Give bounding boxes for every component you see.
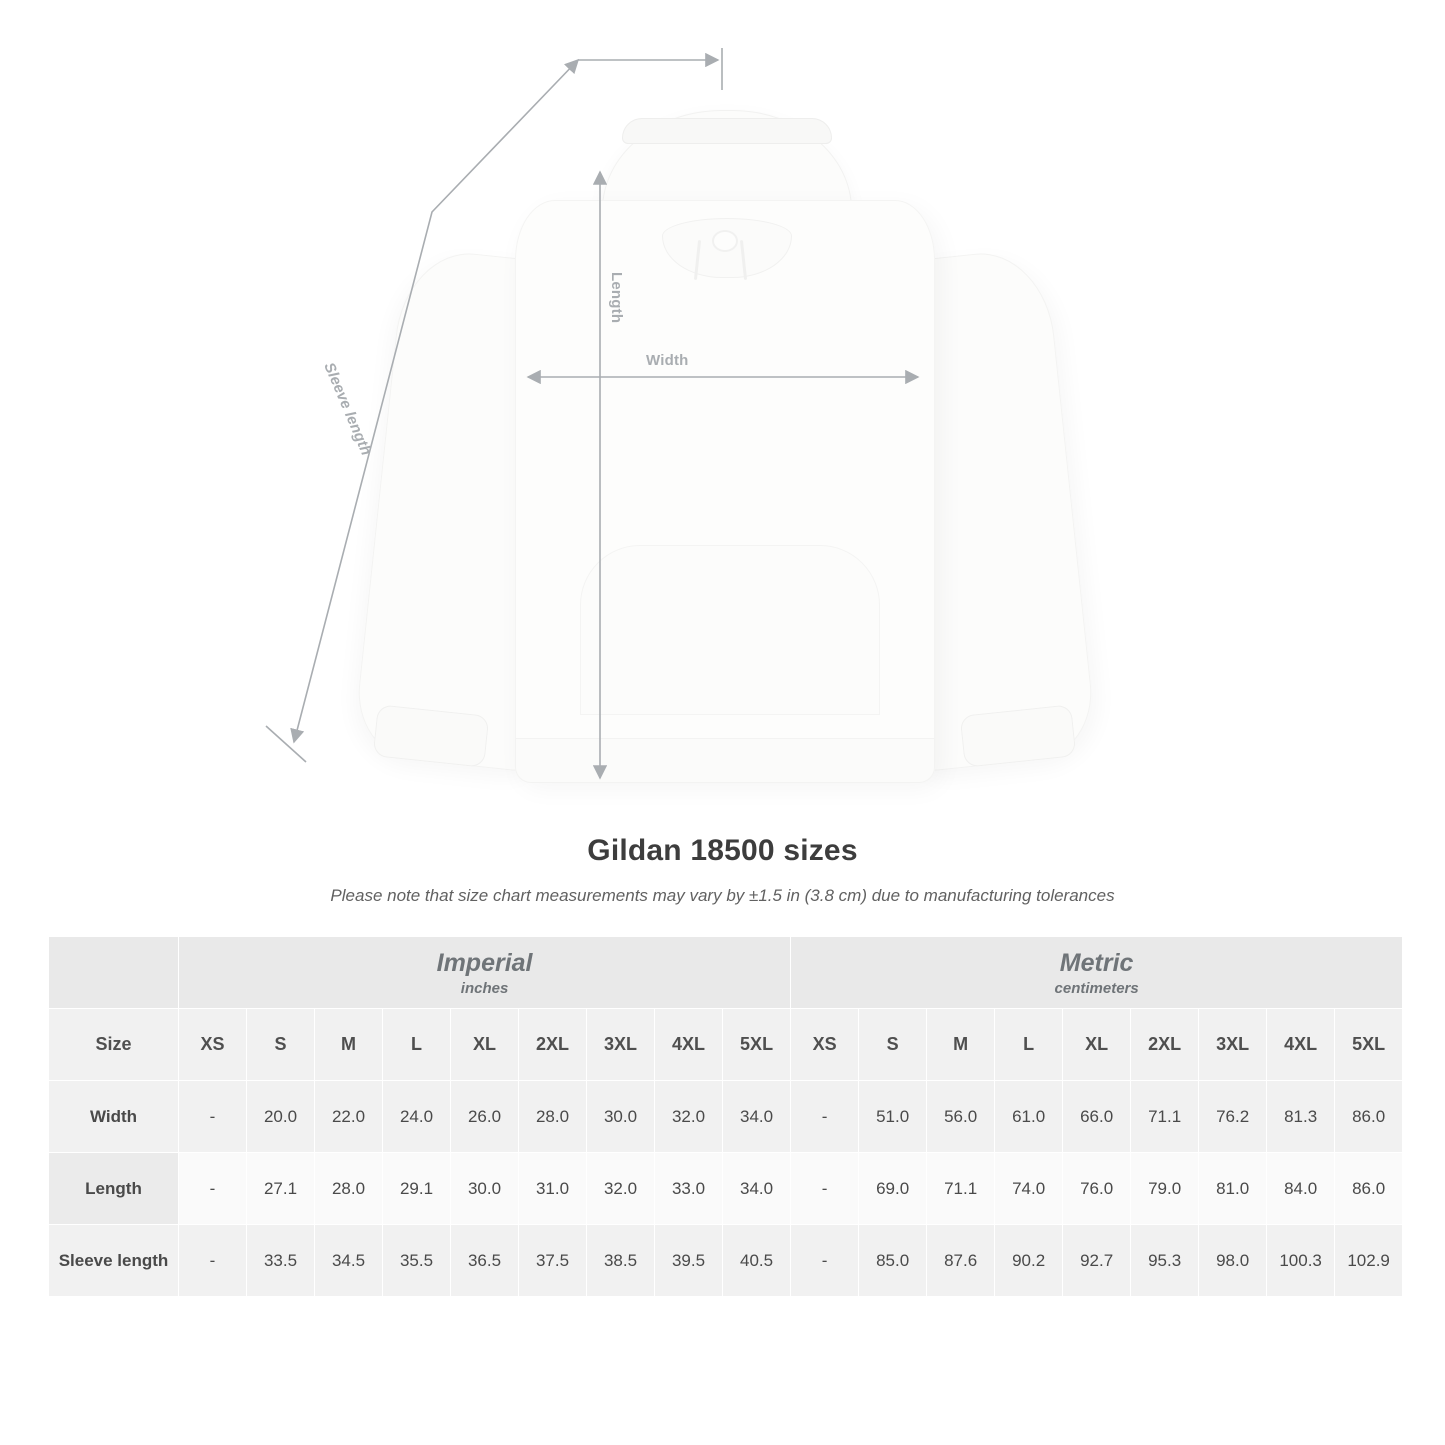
row-header-length: Length [49, 1153, 179, 1225]
length-imperial-l: 29.1 [383, 1153, 451, 1225]
sleeve-metric-5xl: 102.9 [1335, 1225, 1403, 1297]
sleeve-metric-3xl: 98.0 [1199, 1225, 1267, 1297]
sleeve-length-label: Sleeve length [320, 360, 375, 459]
table-row [49, 1153, 1403, 1225]
width-imperial-xl: 26.0 [451, 1081, 519, 1153]
length-metric-xs: - [791, 1153, 859, 1225]
table-row [49, 1225, 1403, 1297]
sleeve-metric-m: 87.6 [927, 1225, 995, 1297]
size-header-imperial-l: L [383, 1009, 451, 1081]
length-imperial-xl: 30.0 [451, 1153, 519, 1225]
sleeve-imperial-2xl: 37.5 [519, 1225, 587, 1297]
width-metric-5xl: 86.0 [1335, 1081, 1403, 1153]
width-metric-2xl: 71.1 [1131, 1081, 1199, 1153]
unit-sub-metric: centimeters [1054, 979, 1139, 997]
size-header-imperial-s: S [247, 1009, 315, 1081]
size-header-imperial-3xl: 3XL [587, 1009, 655, 1081]
length-metric-3xl: 81.0 [1199, 1153, 1267, 1225]
size-header-metric-4xl: 4XL [1267, 1009, 1335, 1081]
size-header-imperial-xs: XS [179, 1009, 247, 1081]
sleeve-metric-xl: 92.7 [1063, 1225, 1131, 1297]
size-chart-table [48, 936, 1403, 1297]
width-imperial-xs: - [179, 1081, 247, 1153]
row-header-sleeve-length: Sleeve length [49, 1225, 179, 1297]
size-header-imperial-4xl: 4XL [655, 1009, 723, 1081]
row-header-width: Width [49, 1081, 179, 1153]
sleeve-imperial-xs: - [179, 1225, 247, 1297]
width-imperial-s: 20.0 [247, 1081, 315, 1153]
size-header-imperial-xl: XL [451, 1009, 519, 1081]
sleeve-imperial-s: 33.5 [247, 1225, 315, 1297]
unit-sub-imperial: inches [460, 979, 509, 997]
sleeve-imperial-3xl: 38.5 [587, 1225, 655, 1297]
length-metric-s: 69.0 [859, 1153, 927, 1225]
size-header-imperial-2xl: 2XL [519, 1009, 587, 1081]
width-metric-l: 61.0 [995, 1081, 1063, 1153]
size-header-metric-5xl: 5XL [1335, 1009, 1403, 1081]
length-imperial-3xl: 32.0 [587, 1153, 655, 1225]
unit-header-imperial [179, 937, 791, 1009]
width-label: Width [646, 352, 689, 369]
size-header-imperial-m: M [315, 1009, 383, 1081]
size-header-metric-3xl: 3XL [1199, 1009, 1267, 1081]
sleeve-imperial-m: 34.5 [315, 1225, 383, 1297]
size-header-row [49, 1009, 1403, 1081]
tolerance-note: Please note that size chart measurements may vary by ±1.5 in (3.8 cm) due to manufacturing tolerances [330, 886, 1115, 905]
length-imperial-xs: - [179, 1153, 247, 1225]
length-metric-l: 74.0 [995, 1153, 1063, 1225]
column-header-size: Size [49, 1009, 179, 1081]
size-header-metric-xl: XL [1063, 1009, 1131, 1081]
length-imperial-4xl: 33.0 [655, 1153, 723, 1225]
width-imperial-l: 24.0 [383, 1081, 451, 1153]
size-header-metric-s: S [859, 1009, 927, 1081]
width-metric-4xl: 81.3 [1267, 1081, 1335, 1153]
sleeve-metric-xs: - [791, 1225, 859, 1297]
sleeve-metric-l: 90.2 [995, 1225, 1063, 1297]
unit-header-row [49, 937, 1403, 1009]
sleeve-imperial-xl: 36.5 [451, 1225, 519, 1297]
width-metric-xl: 66.0 [1063, 1081, 1131, 1153]
length-imperial-2xl: 31.0 [519, 1153, 587, 1225]
width-imperial-3xl: 30.0 [587, 1081, 655, 1153]
length-label: Length [608, 272, 625, 324]
size-header-metric-l: L [995, 1009, 1063, 1081]
size-header-imperial-5xl: 5XL [723, 1009, 791, 1081]
unit-header-metric [791, 937, 1403, 1009]
width-imperial-m: 22.0 [315, 1081, 383, 1153]
length-metric-5xl: 86.0 [1335, 1153, 1403, 1225]
unit-header-corner [49, 937, 179, 1009]
width-metric-m: 56.0 [927, 1081, 995, 1153]
size-header-metric-2xl: 2XL [1131, 1009, 1199, 1081]
sleeve-imperial-4xl: 39.5 [655, 1225, 723, 1297]
width-metric-s: 51.0 [859, 1081, 927, 1153]
sleeve-imperial-l: 35.5 [383, 1225, 451, 1297]
width-imperial-2xl: 28.0 [519, 1081, 587, 1153]
unit-name-metric: Metric [1059, 949, 1134, 978]
sleeve-metric-s: 85.0 [859, 1225, 927, 1297]
size-chart-wrapper [48, 936, 1397, 1297]
length-metric-4xl: 84.0 [1267, 1153, 1335, 1225]
width-metric-xs: - [791, 1081, 859, 1153]
length-imperial-5xl: 34.0 [723, 1153, 791, 1225]
page-title: Gildan 18500 sizes [587, 834, 858, 867]
table-row [49, 1081, 1403, 1153]
length-metric-2xl: 79.0 [1131, 1153, 1199, 1225]
length-imperial-m: 28.0 [315, 1153, 383, 1225]
sleeve-metric-2xl: 95.3 [1131, 1225, 1199, 1297]
sleeve-imperial-5xl: 40.5 [723, 1225, 791, 1297]
length-metric-xl: 76.0 [1063, 1153, 1131, 1225]
length-imperial-s: 27.1 [247, 1153, 315, 1225]
size-header-metric-xs: XS [791, 1009, 859, 1081]
width-metric-3xl: 76.2 [1199, 1081, 1267, 1153]
unit-name-imperial: Imperial [436, 949, 533, 978]
size-header-metric-m: M [927, 1009, 995, 1081]
width-imperial-5xl: 34.0 [723, 1081, 791, 1153]
sleeve-metric-4xl: 100.3 [1267, 1225, 1335, 1297]
length-metric-m: 71.1 [927, 1153, 995, 1225]
width-imperial-4xl: 32.0 [655, 1081, 723, 1153]
